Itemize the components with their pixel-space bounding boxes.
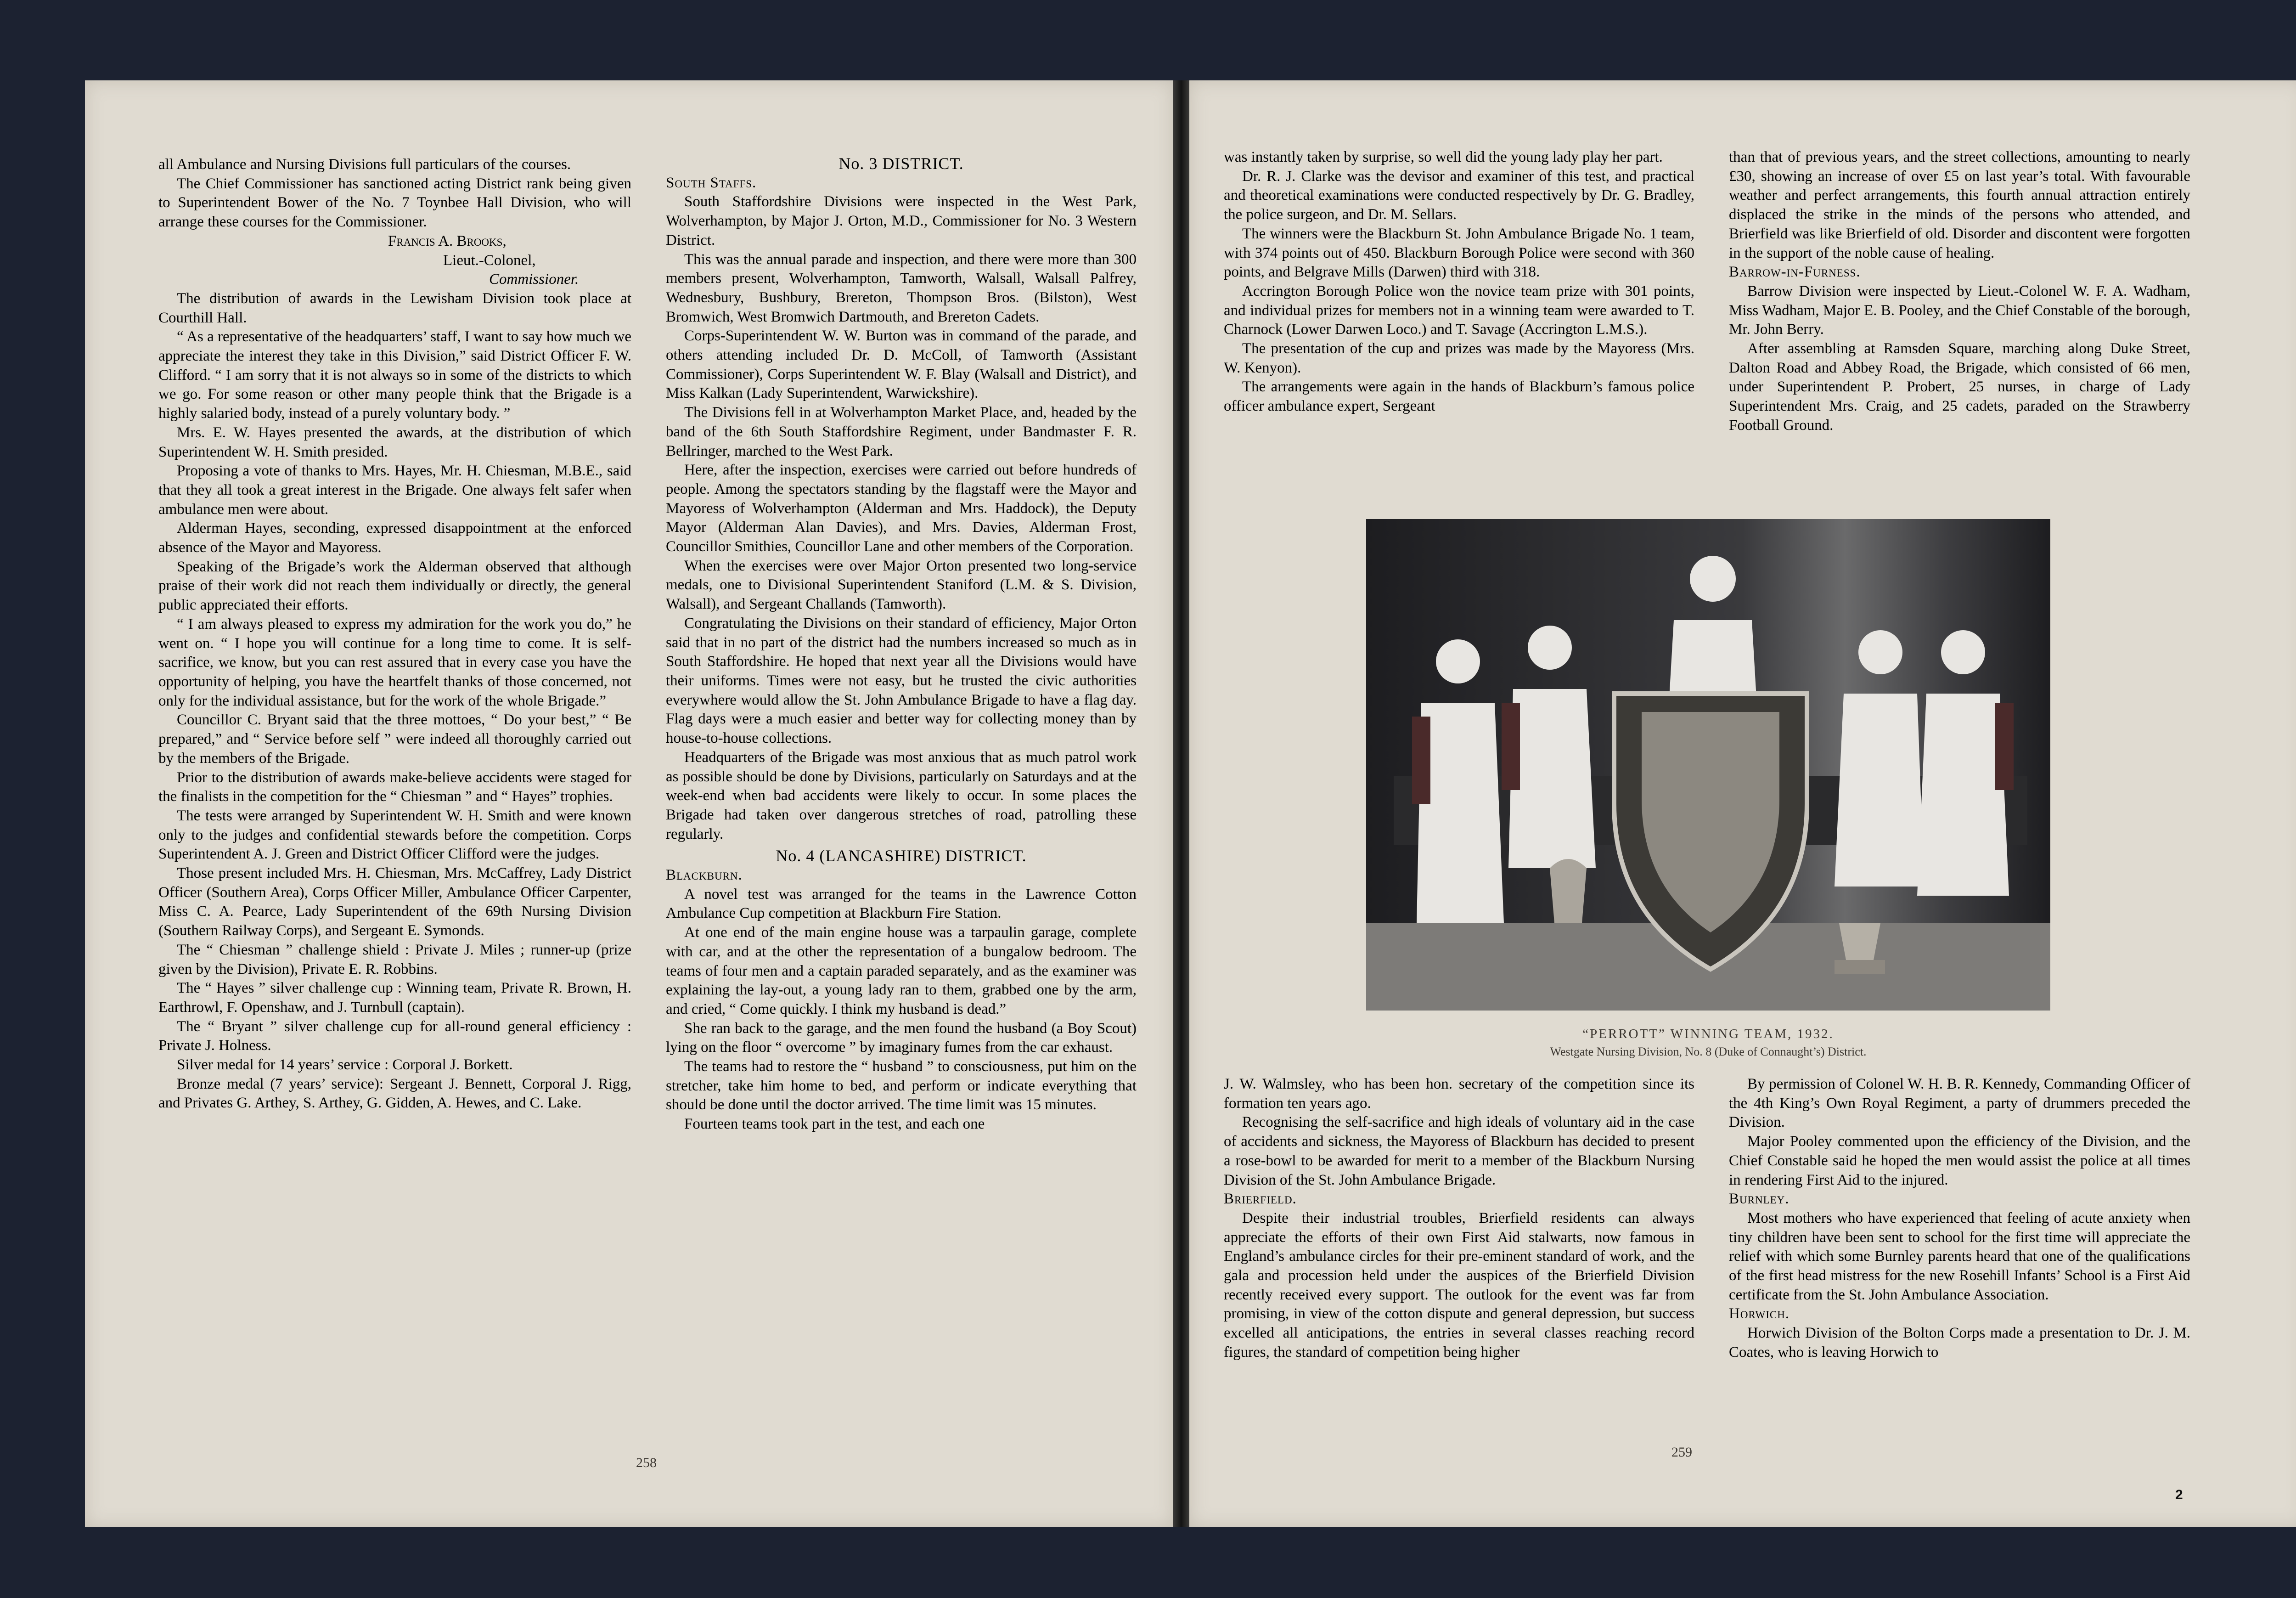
- paragraph: than that of previous years, and the street collections, amounting to nearly £30, showing an increase of over £5 on last year’s total. With favourable weather and perfect arrangements, this fourth annual attraction entirely displaced the strike in the minds of the persons who attended, and Brierfield was like Brierfield of old. Disorder and discontent were forgotten in the support of the noble cause of healing.: [1729, 149, 2190, 261]
- team-photograph: [1366, 519, 2050, 1011]
- section-heading: No. 3 DISTRICT.: [838, 154, 964, 173]
- paragraph: Recognising the self-sacrifice and high ideals of voluntary aid in the case of accidents and sickness, the Mayoress of Blackburn has decided to present a rose-bowl to be awarded for merit to a member of the Blackburn Nursing Division of the St. John Ambulance Brigade.: [1224, 1114, 1694, 1188]
- page-number-left: 258: [636, 1455, 657, 1470]
- paragraph: The tests were arranged by Superintendent W. H. Smith and were known only to the judges and confidential stewards before the competition. Corps Superintendent A. J. Green and District Officer Clifford were the judges.: [158, 807, 631, 863]
- paragraph: Major Pooley commented upon the efficiency of the Division, and the Chief Constable said he hoped the men would assist the police at all times in rendering First Aid to the injured.: [1729, 1133, 2190, 1188]
- paragraph: The arrangements were again in the hands of Blackburn’s famous police officer ambulance expert, Sergeant: [1224, 378, 1694, 415]
- paragraph: By permission of Colonel W. H. B. R. Kennedy, Commanding Officer of the 4th King’s Own Royal Regiment, a party of drummers preceded the Division.: [1729, 1076, 2190, 1131]
- paragraph: Accrington Borough Police won the novice team prize with 301 points, and individual prizes for members not in a winning team were awarded to T. Charnock (Lower Darwen Loco.) and T. Savage (Accrington L.M.S.).: [1224, 282, 1694, 338]
- left-page-column-1: [158, 155, 631, 1446]
- subsection-heading: Horwich.: [1729, 1305, 1790, 1322]
- paragraph: Speaking of the Brigade’s work the Alderman observed that although praise of their work did not reach them individually or directly, the general public appreciated their efforts.: [158, 558, 631, 614]
- paragraph: Headquarters of the Brigade was most anxious that as much patrol work as possible should be done by Divisions, particularly on Saturdays and at the week-end when bad accidents were likely to occur. In some places the Brigade had taken over dangerous stretches of road, patrolling these regularly.: [666, 749, 1137, 842]
- right-page-column-1-bottom: [1224, 1075, 1694, 1449]
- paragraph: Barrow Division were inspected by Lieut.-Colonel W. F. A. Wadham, Miss Wadham, Major E. B. Pooley, and the Chief Constable of the borough, Mr. John Berry.: [1729, 282, 2190, 338]
- paragraph: “ I am always pleased to express my admiration for the work you do,” he went on. “ I hope you will continue for a long time to come. It is self-sacrifice, we know, but you can rest assured that in every case you have the opportunity of helping, you have the heartfelt thanks of those concerned, not only for the individual assistance, but for the work of the whole Brigade.”: [158, 615, 631, 709]
- paragraph: Fourteen teams took part in the test, and each one: [684, 1116, 985, 1133]
- paragraph: A novel test was arranged for the teams in the Lawrence Cotton Ambulance Cup competition at Blackburn Fire Station.: [666, 886, 1137, 922]
- signature-rank: Lieut.-Colonel,: [443, 252, 536, 269]
- subsection-heading: Barrow-in-Furness.: [1729, 264, 1861, 281]
- subsection-heading: Blackburn.: [666, 867, 743, 884]
- paragraph: Mrs. E. W. Hayes presented the awards, at the distribution of which Superintendent W. H. Smith presided.: [158, 424, 631, 460]
- corner-mark: 2: [2175, 1487, 2183, 1502]
- signature-name: Francis A. Brooks,: [388, 232, 506, 249]
- paragraph: The winners were the Blackburn St. John Ambulance Brigade No. 1 team, with 374 points out of 450. Blackburn Borough Police were second with 360 points, and Belgrave Mills (Darwen) third with 318.: [1224, 225, 1694, 281]
- paragraph: South Staffordshire Divisions were inspected in the West Park, Wolverhampton, by Major J. Orton, M.D., Commissioner for No. 3 Western District.: [666, 193, 1137, 248]
- paragraph: Most mothers who have experienced that feeling of acute anxiety when tiny children have been sent to school for the first time will appreciate the relief with which some Burnley parents heard that one of the qualifications of the first head mistress for the new Rosehill Infants’ School is a First Aid certificate from the St. John Ambulance Association.: [1729, 1209, 2190, 1303]
- paragraph: Proposing a vote of thanks to Mrs. Hayes, Mr. H. Chiesman, M.B.E., said that they all took a great interest in the Brigade. One always felt safer when ambulance men were about.: [158, 463, 631, 518]
- paragraph: Horwich Division of the Bolton Corps made a presentation to Dr. J. M. Coates, who is leaving Horwich to: [1729, 1325, 2190, 1361]
- paragraph: The “ Hayes ” silver challenge cup : Winning team, Private R. Brown, H. Earthrowl, F. Openshaw, and J. Turnbull (captain).: [158, 980, 631, 1016]
- photo-caption: “PERROTT” WINNING TEAM, 1932.: [1582, 1027, 1834, 1041]
- right-page-column-1-top: [1224, 148, 1694, 506]
- photo-subcaption: Westgate Nursing Division, No. 8 (Duke of Connaught’s) District.: [1550, 1045, 1867, 1058]
- paragraph: This was the annual parade and inspection, and there were more than 300 members present, Wolverhampton, Tamworth, Walsall, Walsall Palfrey, Wednesbury, Bushbury, Brereton, Thompson Bros. (Bilston), West Bromwich, West Bromwich Dartmouth, and Brereton Cadets.: [666, 251, 1137, 325]
- paragraph: Silver medal for 14 years’ service : Corporal J. Borkett.: [177, 1056, 513, 1073]
- paragraph: The presentation of the cup and prizes was made by the Mayoress (Mrs. W. Kenyon).: [1224, 340, 1694, 376]
- book-gutter: [1173, 80, 1189, 1527]
- page-number-right: 259: [1671, 1445, 1692, 1460]
- paragraph: was instantly taken by surprise, so well did the young lady play her part.: [1224, 149, 1663, 165]
- right-page-column-2-top: [1729, 148, 2190, 506]
- paragraph: “ As a representative of the headquarters’ staff, I want to say how much we appreciate the interest they take in this Division,” said District Officer F. W. Clifford. “ I am sorry that it is not always so in some of the districts to which we go. For some reason or other many people think that the Brigade is a highly salaried body, instead of a purely voluntary body. ”: [158, 328, 631, 422]
- paragraph: The “ Bryant ” silver challenge cup for all-round general efficiency : Private J. Holness.: [158, 1018, 631, 1054]
- section-heading: No. 4 (LANCASHIRE) DISTRICT.: [776, 847, 1027, 865]
- paragraph: The teams had to restore the “ husband ” to consciousness, put him on the stretcher, take him home to bed, and perform or indicate everything that should be done until the doctor arrived. The time limit was 15 minutes.: [666, 1058, 1137, 1113]
- paragraph: After assembling at Ramsden Square, marching along Duke Street, Dalton Road and Abbey Road, the Brigade, which consisted of 66 men, under Superintendent P. Probert, 25 nurses, in charge of Lady Superintendent Mrs. Craig, and 25 cadets, paraded on the Strawberry Football Ground.: [1729, 340, 2190, 434]
- paragraph: The Divisions fell in at Wolverhampton Market Place, and, headed by the band of the 6th South Staffordshire Regiment, under Bandmaster F. R. Bellringer, marched to the West Park.: [666, 404, 1137, 459]
- paragraph: Councillor C. Bryant said that the three mottoes, “ Do your best,” “ Be prepared,” and “ Service before self ” were indeed all thoroughly carried out by the members of the Brigade.: [158, 711, 631, 767]
- paragraph: Here, after the inspection, exercises were carried out before hundreds of people. Among the spectators standing by the flagstaff were the Mayor and Mayoress of Wolverhampton (Alderman and Mrs. Haddock), the Deputy Mayor (Alderman Alan Davies), and Mrs. Davies, Alderman Frost, Councillor Smithies, Councillor Lane and other members of the Corporation.: [666, 462, 1137, 555]
- paragraph: At one end of the main engine house was a tarpaulin garage, complete with car, and at the other the representation of a bungalow bedroom. The teams of four men and a captain paraded separately, and as the examiner was explaining the lay-out, a young lady ran to them, grabbed one by the arm, and cried, “ Come quickly. I think my husband is dead.”: [666, 924, 1137, 1017]
- paragraph: Prior to the distribution of awards make-believe accidents were staged for the finalists in the competition for the “ Chiesman ” and “ Hayes” trophies.: [158, 769, 631, 805]
- paragraph: Alderman Hayes, seconding, expressed disappointment at the enforced absence of the Mayor and Mayoress.: [158, 520, 631, 556]
- left-page-column-2: [666, 152, 1137, 1447]
- paragraph: Corps-Superintendent W. W. Burton was in command of the parade, and others attending included Dr. D. McColl, of Tamworth (Assistant Commissioner), Corps Superintendent W. F. Blay (Walsall and District), and Miss Kalkan (Lady Superintendent, Warwickshire).: [666, 328, 1137, 402]
- photograph-image: [1366, 519, 2050, 1011]
- paragraph: Despite their industrial troubles, Brierfield residents can always appreciate the efforts of their own First Aid stalwarts, now famous in England’s ambulance circles for their pre-eminent standard of work, and the gala and procession held under the auspices of the Brierfield Division recently received every support. The outlook for the event was far from promising, in view of the cotton dispute and general depression, but success excelled all anticipations, the entries in several classes reaching record figures, the standard of competition being higher: [1224, 1209, 1694, 1361]
- subsection-heading: Burnley.: [1729, 1191, 1790, 1208]
- paragraph: Congratulating the Divisions on their standard of efficiency, Major Orton said that in no part of the district had the numbers increased so much as in South Staffordshire. He hoped that next year all the Divisions would have their uniforms. Times were not easy, but he trusted the civic authorities everywhere would allow the St. John Ambulance Brigade to have a flag day. Flag days were a much easier and better way for collecting money than by house-to-house collections.: [666, 615, 1137, 747]
- paragraph: Those present included Mrs. H. Chiesman, Mrs. McCaffrey, Lady District Officer (Southern Area), Corps Officer Miller, Ambulance Officer Carpenter, Miss C. A. Pearce, Lady Superintendent of the 69th Nursing Division (Southern Railway Corps), and Sergeant E. Symonds.: [158, 865, 631, 939]
- paragraph: The “ Chiesman ” challenge shield : Private J. Miles ; runner-up (prize given by the Division), Private E. R. Robbins.: [158, 941, 631, 977]
- subsection-heading: South Staffs.: [666, 174, 757, 191]
- signature-title: Commissioner.: [489, 271, 579, 288]
- subsection-heading: Brierfield.: [1224, 1191, 1297, 1208]
- paragraph: Bronze medal (7 years’ service): Sergeant J. Bennett, Corporal J. Rigg, and Privates G. Arthey, S. Arthey, G. Gidden, A. Hewes, and C. Lake.: [158, 1075, 631, 1112]
- right-page-column-2-bottom: [1729, 1075, 2190, 1449]
- paragraph: The distribution of awards in the Lewisham Division took place at Courthill Hall.: [158, 290, 631, 326]
- paragraph: The Chief Commissioner has sanctioned acting District rank being given to Superintendent Bower of the No. 7 Toynbee Hall Division, who will arrange these courses for the Commissioner.: [158, 175, 631, 231]
- paragraph: J. W. Walmsley, who has been hon. secretary of the competition since its formation ten years ago.: [1224, 1076, 1694, 1112]
- paragraph: all Ambulance and Nursing Divisions full particulars of the courses.: [158, 156, 571, 173]
- paragraph: Dr. R. J. Clarke was the devisor and examiner of this test, and practical and theoretical examinations were conducted respectively by Dr. G. Bradley, the police surgeon, and Dr. M. Sellars.: [1224, 168, 1694, 223]
- paragraph: When the exercises were over Major Orton presented two long-service medals, one to Divisional Superintendent Staniford (L.M. & S. Division, Walsall), and Sergeant Challands (Tamworth).: [666, 557, 1137, 613]
- paragraph: She ran back to the garage, and the men found the husband (a Boy Scout) lying on the floor “ overcome ” by imaginary fumes from the car exhaust.: [666, 1020, 1137, 1056]
